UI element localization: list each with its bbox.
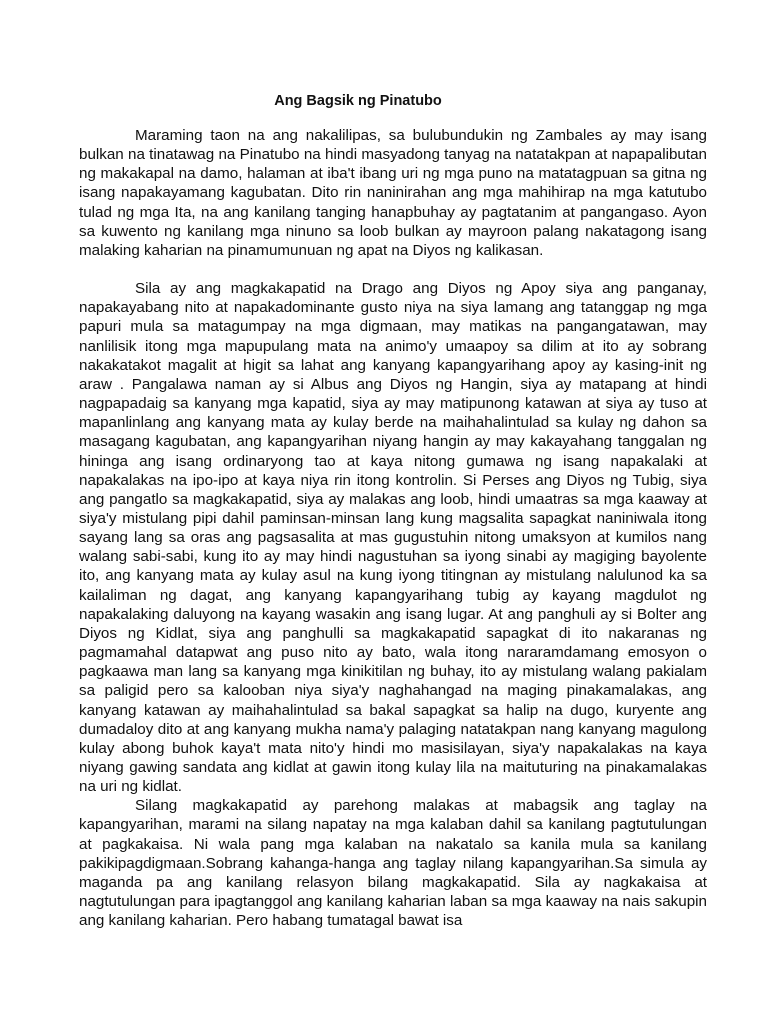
document-body (79, 126, 707, 930)
paragraph-1: Maraming taon na ang nakalilipas, sa bulubundukin ng Zambales ay may isang bulkan na tinatawag na Pinatubo na hindi masyadong tanyag na natatakpan at napapalibutan ng makakapal na damo, halaman at iba't ibang uri ng mga puno na matatagpuan sa gitna ng isang napakayamang kagubatan. Dito rin naninirahan ang mga mahihirap na mga katutubo tulad ng mga Ita, na ang kanilang tanging hanapbuhay ay pagtatanim at pangangaso. Ayon sa kuwento ng kanilang mga ninuno sa loob bulkan ay mayroon palang nakatagong isang malaking kaharian na pinamumunuan ng apat na Diyos ng kalikasan. (79, 127, 707, 259)
paragraph-3: Silang magkakapatid ay parehong malakas at mabagsik ang taglay na kapangyarihan, marami na silang napatay na mga kalaban dahil sa kanilang pagtutulungan at pagkakaisa. Ni wala pang mga kalaban na nakatalo sa kanila mula sa kanilang pakikipagdigmaan.Sobrang kahanga-hanga ang taglay nilang kapangyarihan.Sa simula ay maganda pa ang kanilang relasyon bilang magkakapatid. Sila ay nagkakaisa at nagtutulungan para ipagtanggol ang kanilang kaharian laban sa mga kaaway na nais sakupin ang kanilang kaharian. Pero habang tumatagal bawat isa (79, 797, 707, 930)
document-title: Ang Bagsik ng Pinatubo (274, 93, 442, 109)
paragraph-2: Sila ay ang magkakapatid na Drago ang Diyos ng Apoy siya ang panganay, napakayabang nito at napakadominante gusto niya na siya lamang ang tatanggap ng mga papuri mula sa matagumpay na mga digmaan, may matikas na pangangatawan, may nanlilisik itong mga mapupulang mata na animo'y umaapoy sa dilim at ito ay sobrang nakakatakot magalit at higit sa lahat ang kanyang kapangyarihang apoy ay kasing-init ng araw . Pangalawa naman ay si Albus ang Diyos ng Hangin, siya ay matapang at hindi nagpapadaig sa kanyang mga kapatid, siya ay may matipunong katawan at siya ay tuso at mapanlinlang ang kanyang mata ay kulay berde na maihahalintulad sa kulay ng dahon sa masagang kagubatan, ang kapangyarihan niyang hangin ay may kakayahang tanggalan ng hininga ang isang ordinaryong tao at kaya nitong gumawa ng isang napakalaki at napakalakas na ipo-ipo at kaya niya rin itong kontrolin. Si Perses ang Diyos ng Tubig, siya ang pangatlo sa magkakapatid, siya ay malakas ang loob, hindi umaatras sa mga kaaway at siya'y mistulang pipi dahil paminsan-minsan lang kung magsalita sapagkat naniniwala itong sayang lang sa oras ang pagsasalita at mas gugustuhin nitong umaksyon at kumilos nang walang sabi-sabi, kung ito ay may hindi nagustuhan sa iyong sinabi ay magiging bayolente ito, ang kanyang mata ay kulay asul na kung iyong titingnan ay mistulang nalulunod ka sa kailaliman ng dagat, ang kanyang kapangyarihang tubig ay kayang magdulot ng napakalaking daluyong na kayang wasakin ang isang lugar. At ang panghuli ay si Bolter ang Diyos ng Kidlat, siya ang panghulli sa magkakapatid sapagkat di ito nakaranas ng pagmamahal datapwat ang puso nito ay bato, wala itong nararamdamang emosyon o pagkaawa man lang sa kanyang mga kinikitilan ng buhay, ito ay mistulang walang pakialam sa paligid pero sa kalooban niya siya'y naghahangad na maging pinakamalakas, ang kanyang katawan ay maihahalintulad sa bakal sapagkat sa halip na dugo, kuryente ang dumadaloy dito at ang kanyang mukha nama'y palaging natatakpan nang kanyang magulong kulay abong buhok kaya't mata nito'y hindi mo masisilayan, siya'y napakalakas na kaya niyang gawing sandata ang kidlat at gawin itong kulay lila na maituturing na pinakamalakas na uri ng kidlat. (79, 280, 707, 796)
